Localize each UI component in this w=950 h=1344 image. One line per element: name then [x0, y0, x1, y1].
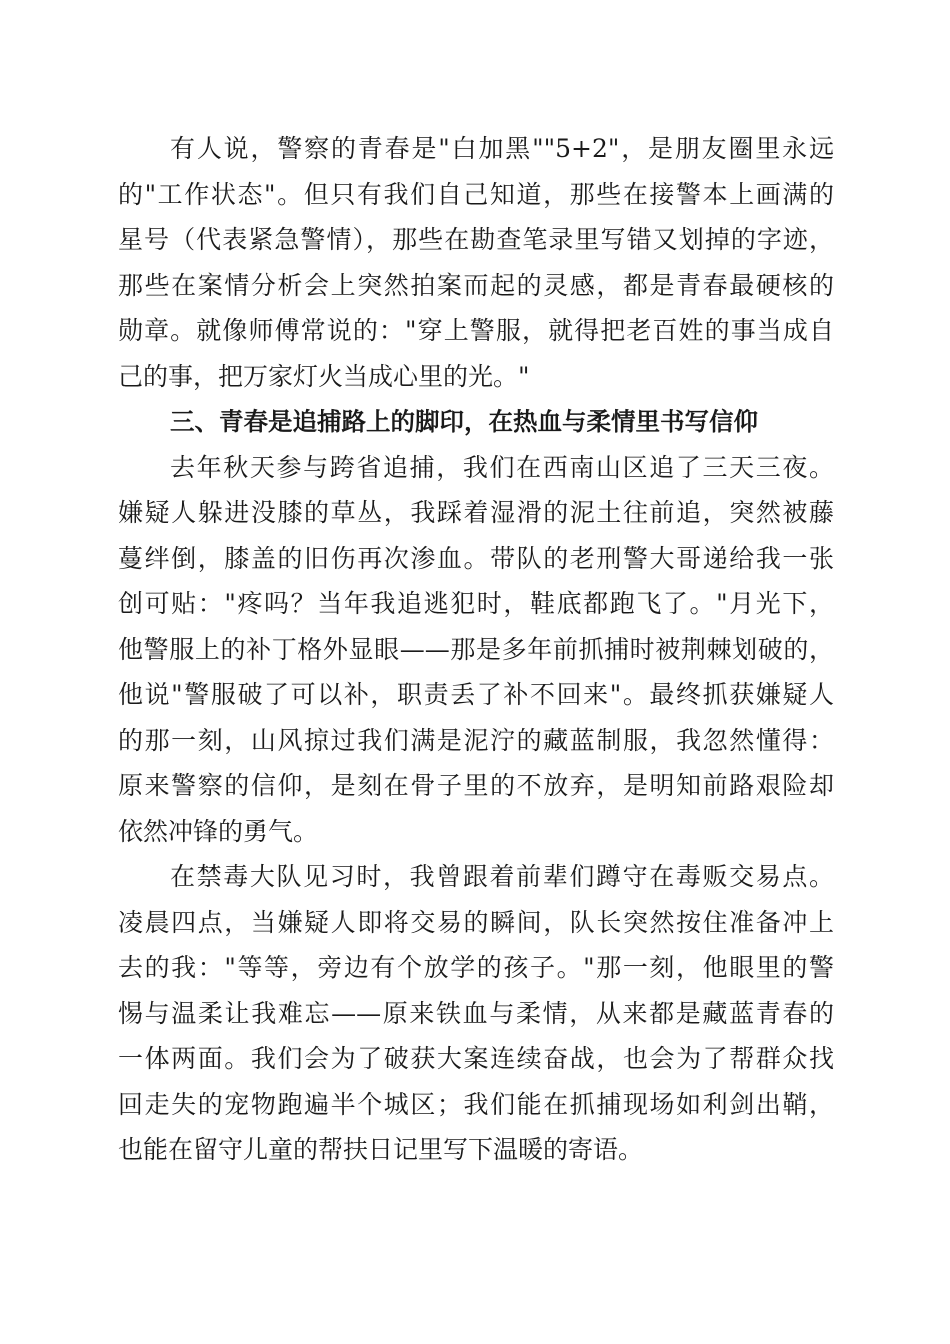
text-line: 的"工作状态"。但只有我们自己知道，那些在接警本上画满的: [118, 179, 834, 209]
text-line: 他警服上的补丁格外显眼——那是多年前抓捕时被荆棘划破的，: [118, 634, 834, 664]
text-line: 创可贴："疼吗？当年我追逃犯时，鞋底都跑飞了。"月光下，: [118, 589, 834, 618]
paragraph-pursuit: [118, 445, 834, 855]
text-line: 嫌疑人躲进没膝的草丛，我踩着湿滑的泥土往前追，突然被藤: [118, 498, 834, 527]
text-line: 一体两面。我们会为了破获大案连续奋战，也会为了帮群众找: [118, 1044, 834, 1073]
text-line: 勋章。就像师傅常说的："穿上警服，就得把老百姓的事当成自: [118, 316, 834, 345]
text-line: 的那一刻，山风掠过我们满是泥泞的藏蓝制服，我忽然懂得：: [118, 725, 834, 755]
text-line: 去的我："等等，旁边有个放学的孩子。"那一刻，他眼里的警: [118, 953, 834, 982]
section-heading: 三、青春是追捕路上的脚印，在热血与柔情里书写信仰: [170, 407, 758, 436]
document-page: [118, 126, 834, 1173]
text-line: 蔓绊倒，膝盖的旧伤再次渗血。带队的老刑警大哥递给我一张: [118, 543, 834, 573]
text-line: 原来警察的信仰，是刻在骨子里的不放弃，是明知前路艰险却: [118, 771, 834, 800]
text-line: 也能在留守儿童的帮扶日记里写下温暖的寄语。: [118, 1135, 644, 1164]
text-line: 那些在案情分析会上突然拍案而起的灵感，都是青春最硬核的: [118, 270, 834, 300]
text-line: 惕与温柔让我难忘——原来铁血与柔情，从来都是藏蓝青春的: [118, 998, 834, 1028]
text-line: 凌晨四点，当嫌疑人即将交易的瞬间，队长突然按住准备冲上: [118, 907, 834, 937]
text-line: 己的事，把万家灯火当成心里的光。": [118, 361, 530, 391]
text-line: 依然冲锋的勇气。: [118, 816, 319, 846]
text-line: 在禁毒大队见习时，我曾跟着前辈们蹲守在毒贩交易点。: [170, 862, 834, 891]
text-line: 回走失的宠物跑遍半个城区；我们能在抓捕现场如利剑出鞘，: [118, 1089, 834, 1119]
text-line: 有人说，警察的青春是"白加黑""5+2"，是朋友圈里永远: [170, 134, 834, 163]
text-line: 去年秋天参与跨省追捕，我们在西南山区追了三天三夜。: [170, 452, 834, 482]
paragraph-police-youth: [118, 126, 834, 399]
text-line: 他说"警服破了可以补，职责丢了补不回来"。最终抓获嫌疑人: [118, 680, 834, 709]
text-line: 星号（代表紧急警情），那些在勘查笔录里写错又划掉的字迹，: [118, 225, 834, 254]
paragraph-narcotics: [118, 854, 834, 1173]
